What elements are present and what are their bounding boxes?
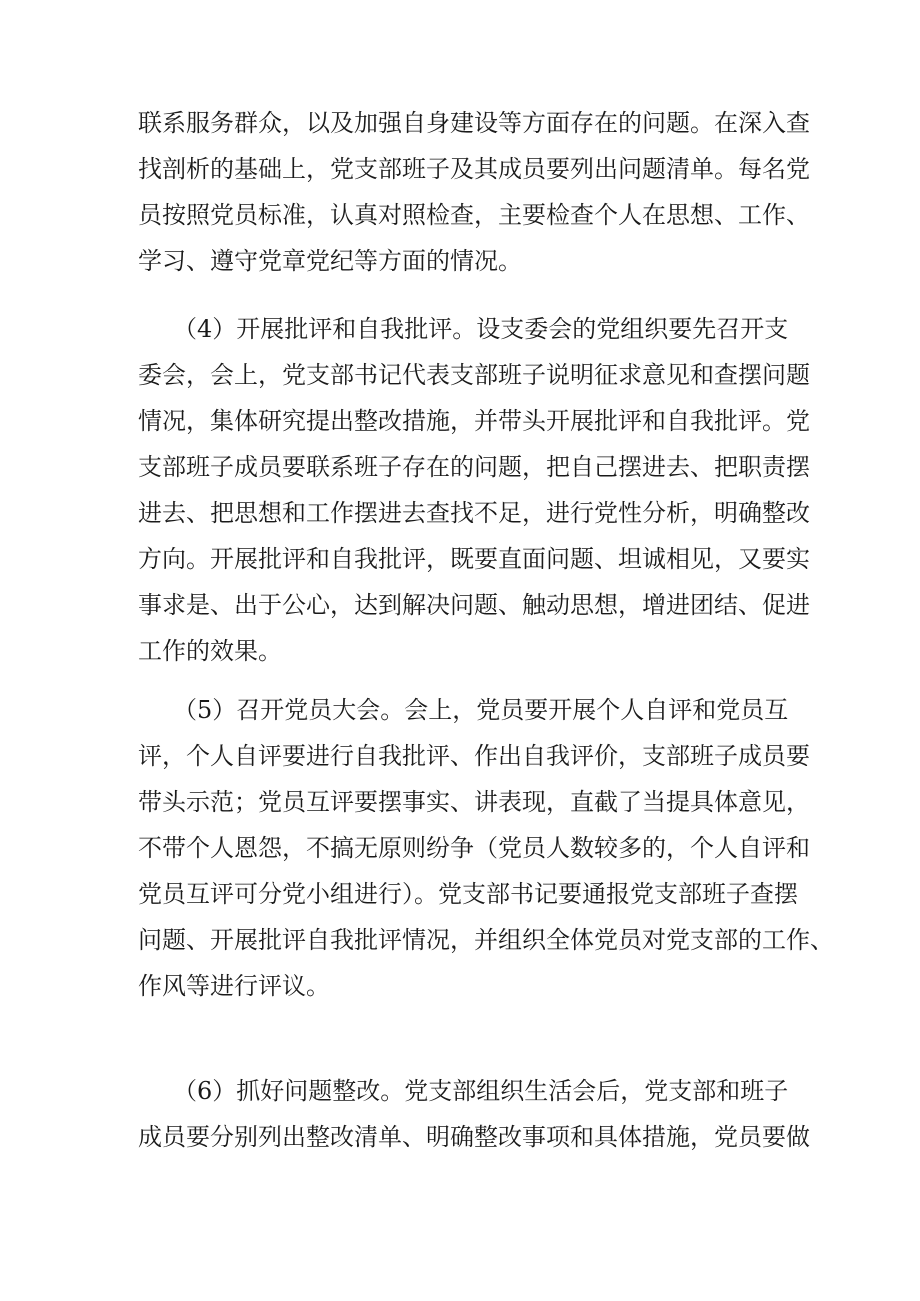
- text-line: 党员互评可分党小组进行）。党支部书记要通报党支部班子查摆: [138, 880, 798, 908]
- text-line: 问题、开展批评自我批评情况，并组织全体党员对党支部的工作、: [138, 926, 834, 954]
- text-line: 评，个人自评要进行自我批评、作出自我评价，支部班子成员要: [138, 742, 810, 770]
- text-line: 委会，会上，党支部书记代表支部班子说明征求意见和查摆问题: [138, 361, 810, 389]
- text-line: （5）召开党员大会。会上，党员要开展个人自评和党员互: [173, 696, 789, 724]
- paragraph-item-6: [138, 1073, 810, 1155]
- text-line: （4）开展批评和自我批评。设支委会的党组织要先召开支: [173, 315, 789, 343]
- text-line: 工作的效果。: [138, 637, 282, 665]
- text-line: 员按照党员标准，认真对照检查，主要检查个人在思想、工作、: [138, 201, 810, 229]
- text-line: 作风等进行评议。: [138, 972, 330, 1000]
- text-line: 进去、把思想和工作摆进去查找不足，进行党性分析，明确整改: [138, 499, 810, 527]
- paragraph-continuation: [138, 105, 810, 279]
- text-line: 支部班子成员要联系班子存在的问题，把自己摆进去、把职责摆: [138, 453, 810, 481]
- text-line: 学习、遵守党章党纪等方面的情况。: [138, 247, 522, 275]
- paragraph-item-5: [138, 692, 834, 1004]
- text-line: 带头示范；党员互评要摆事实、讲表现，直截了当提具体意见，: [138, 788, 810, 816]
- text-line: 情况，集体研究提出整改措施，并带头开展批评和自我批评。党: [138, 407, 810, 435]
- text-line: 成员要分别列出整改清单、明确整改事项和具体措施，党员要做: [138, 1123, 810, 1151]
- text-line: 方向。开展批评和自我批评，既要直面问题、坦诚相见，又要实: [138, 545, 810, 573]
- text-line: 事求是、出于公心，达到解决问题、触动思想，增进团结、促进: [138, 591, 810, 619]
- text-line: 不带个人恩怨，不搞无原则纷争（党员人数较多的，个人自评和: [138, 834, 810, 862]
- text-line: 找剖析的基础上，党支部班子及其成员要列出问题清单。每名党: [138, 155, 810, 183]
- paragraph-item-4: [138, 311, 810, 669]
- text-line: 联系服务群众，以及加强自身建设等方面存在的问题。在深入查: [138, 109, 810, 137]
- text-line: （6）抓好问题整改。党支部组织生活会后，党支部和班子: [173, 1077, 789, 1105]
